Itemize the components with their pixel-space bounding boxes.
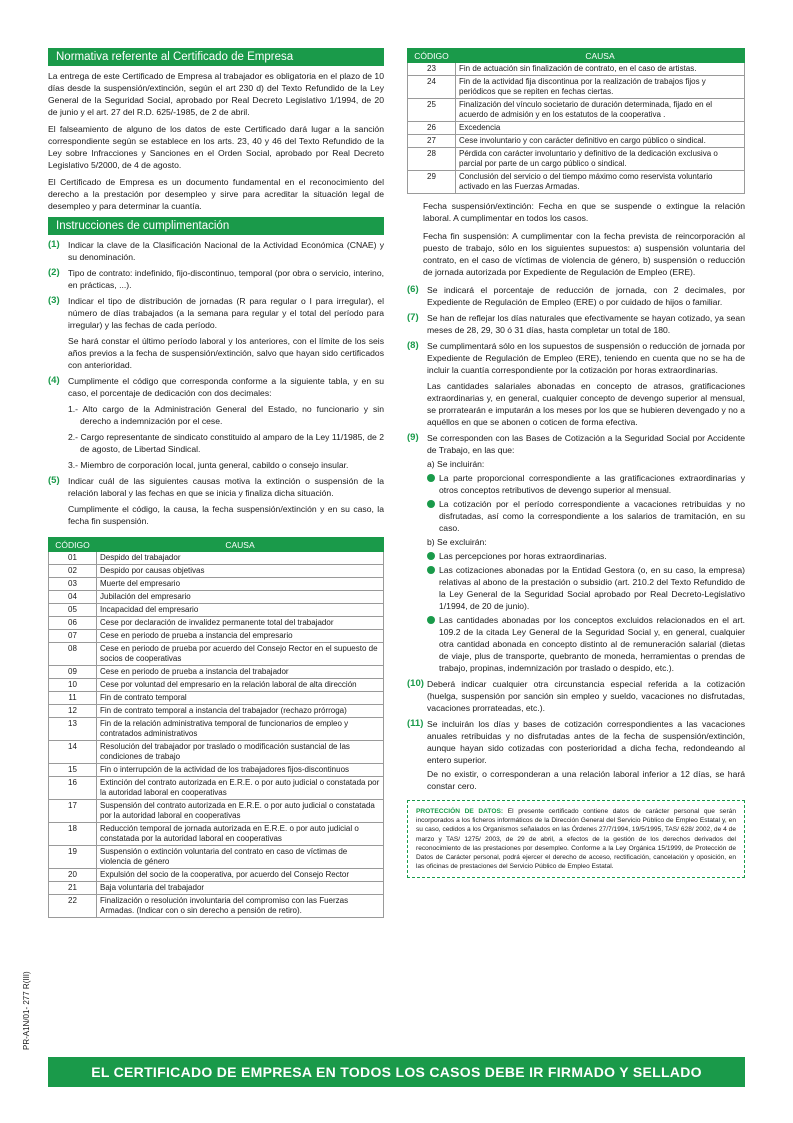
table-row bbox=[408, 148, 745, 171]
cause-description: Suspensión o extinción voluntaria del contrato en caso de víctimas de violencia de género bbox=[97, 846, 384, 869]
list-item bbox=[407, 614, 745, 674]
bullet-icon bbox=[427, 616, 435, 624]
cause-description: Conclusión del servicio o del tiempo máximo como reservista voluntario activado en las Fuerzas Armadas. bbox=[456, 171, 745, 194]
cause-code: 20 bbox=[49, 869, 97, 882]
cause-code: 07 bbox=[49, 630, 97, 643]
table-row bbox=[49, 666, 384, 679]
table-row bbox=[49, 846, 384, 869]
code-header: CÓDIGO bbox=[408, 49, 456, 63]
cause-description: Fin de actuación sin finalización de contrato, en el caso de artistas. bbox=[456, 63, 745, 76]
table-row bbox=[49, 823, 384, 846]
data-protection-text: El presente certificado contiene datos de carácter personal que serán incorporados a los ficheros informáticos de la Dirección General del Servicio Público de Empleo Estatal y, en su caso, cedidos a los Organismos señalados en las Órdenes 27/7/1994, 19/5/1995, TAS/ 628/ 2002, de 4 de marzo y TAS/ 1275/ 2003, de 29 de abril, a efectos de la gestión de los derechos derivados del reconocimiento de las prestaciones por desempleo. Conforme a la Ley Orgánica 15/1999, de Protección de Datos de Carácter personal, podrá ejercer el derecho de acceso, rectificación, cancelación y oposición, en las oficinas de prestaciones del Servicio Público de Empleo Estatal. bbox=[416, 808, 736, 871]
cause-code: 03 bbox=[49, 578, 97, 591]
table-row bbox=[49, 882, 384, 895]
instruction-4-option-1: 1.- Alto cargo de la Administración General del Estado, no funcionario y sin derecho a indemnización por el cese. bbox=[68, 404, 384, 426]
instruction-text: Indicar la clave de la Clasificación Nacional de la Actividad Económica (CNAE) y su denominación. bbox=[68, 240, 384, 262]
instruction-5-extra: Cumplimente el código, la causa, la fecha suspensión/extinción y en su caso, la fecha fin suspensión. bbox=[68, 504, 384, 526]
table-row bbox=[49, 679, 384, 692]
cause-description: Baja voluntaria del trabajador bbox=[97, 882, 384, 895]
cause-description: Expulsión del socio de la cooperativa, por acuerdo del Consejo Rector bbox=[97, 869, 384, 882]
cause-code: 15 bbox=[49, 764, 97, 777]
table-row bbox=[408, 63, 745, 76]
cause-description: Finalización o resolución involuntaria del compromiso con las Fuerzas Armadas. (Indicar con o sin derecho a pensión de retiro). bbox=[97, 895, 384, 918]
footer-banner: EL CERTIFICADO DE EMPRESA EN TODOS LOS CASOS DEBE IR FIRMADO Y SELLADO bbox=[48, 1057, 745, 1087]
instruction-text: Se indicará el porcentaje de reducción de jornada, con 2 decimales, por Expediente de Regulación de Empleo (ERE) o por cuidado de hijos o familiar. bbox=[427, 285, 745, 307]
cause-description: Cese involuntario y con carácter definitivo en cargo público o sindical. bbox=[456, 135, 745, 148]
code-header: CÓDIGO bbox=[49, 538, 97, 552]
normativa-paragraph-3: El Certificado de Empresa es un documento fundamental en el reconocimiento del derecho a la prestación por desempleo y sirve para acreditar la situación legal de desempleo y para determinar la cuantía. bbox=[48, 177, 384, 211]
cause-code: 28 bbox=[408, 148, 456, 171]
cause-code: 12 bbox=[49, 705, 97, 718]
cause-description: Cese en periodo de prueba por acuerdo del Consejo Rector en el supuesto de socios de cooperativas bbox=[97, 643, 384, 666]
cause-description: Despido del trabajador bbox=[97, 552, 384, 565]
cause-code: 24 bbox=[408, 76, 456, 99]
cause-description: Fin de contrato temporal bbox=[97, 692, 384, 705]
table-row bbox=[49, 777, 384, 800]
instruction-4 bbox=[48, 375, 384, 399]
table-row bbox=[408, 122, 745, 135]
table-row bbox=[49, 800, 384, 823]
bullet-text: La cotización por el período correspondiente a vacaciones retribuidas y no disfrutadas, así como la correspondiente a los salarios de tramitación, en su caso. bbox=[439, 499, 745, 533]
instruction-text: Se corresponden con las Bases de Cotización a la Seguridad Social por Accidente de Trabajo, en las que: bbox=[427, 433, 745, 455]
instruction-5 bbox=[48, 475, 384, 499]
cause-code: 27 bbox=[408, 135, 456, 148]
instruction-text: Se incluirán los días y bases de cotización correspondientes a las vacaciones anuales retribuidas y no disfrutadas antes de la fecha de suspensión/extinción, aunque hayan sido cotizadas con posterioridad a dicha fecha, redondeando al entero superior. bbox=[427, 719, 745, 765]
bullet-text: Las cantidades abonadas por los conceptos excluidos relacionados en el art. 109.2 de la citada Ley General de la Seguridad Social y, en general, cualquier otra cantidad abonada en concepto distinto al de remuneración salarial (dietas de viaje, plus de transporte, quebranto de moneda, herramientas o prendas de trabajo, propinas, indemnización por traslado o despido, etc.). bbox=[439, 615, 745, 673]
instruction-number: (7) bbox=[407, 312, 419, 323]
cause-code: 13 bbox=[49, 718, 97, 741]
cause-description: Despido por causas objetivas bbox=[97, 565, 384, 578]
cause-description: Fin o interrupción de la actividad de los trabajadores fijos-discontinuos bbox=[97, 764, 384, 777]
list-item bbox=[407, 472, 745, 496]
cause-description: Fin de la actividad fija discontinua por la realización de trabajos fijos y periódicos que se repiten en fechas ciertas. bbox=[456, 76, 745, 99]
table-header-row bbox=[408, 49, 745, 63]
cause-code: 04 bbox=[49, 591, 97, 604]
table-row bbox=[49, 591, 384, 604]
data-protection-notice bbox=[407, 800, 745, 878]
bullet-text: Las cotizaciones abonadas por la Entidad Gestora (o, en su caso, la empresa) relativas al abono de la prestación o subsidio (art. 210.2 del Texto Refundido de la Ley General de la Seguridad Social aprobado por Real Decreto-Legislativo 1/1994, de 20 de junio). bbox=[439, 565, 745, 611]
cause-code: 16 bbox=[49, 777, 97, 800]
instruction-3-extra: Se hará constar el último período laboral y los anteriores, con el límite de los seis años previos a la fecha de suspensión/extinción, salvo que hayan sido certificados con anterioridad. bbox=[68, 336, 384, 370]
cause-code: 10 bbox=[49, 679, 97, 692]
cause-code: 14 bbox=[49, 741, 97, 764]
bullet-icon bbox=[427, 500, 435, 508]
instruction-4-option-3: 3.- Miembro de corporación local, junta general, cabildo o consejo insular. bbox=[68, 460, 349, 470]
instruction-4-option-2: 2.- Cargo representante de sindicato constituido al amparo de la Ley 11/1985, de 2 de agosto, de Libertad Sindical. bbox=[68, 432, 384, 454]
table-row bbox=[49, 565, 384, 578]
cause-code: 18 bbox=[49, 823, 97, 846]
table-row bbox=[408, 171, 745, 194]
table-row bbox=[49, 895, 384, 918]
instruction-number: (9) bbox=[407, 432, 419, 443]
cause-description: Cese en periodo de prueba a instancia del empresario bbox=[97, 630, 384, 643]
cause-code: 17 bbox=[49, 800, 97, 823]
list-item bbox=[407, 498, 745, 534]
cause-description: Suspensión del contrato autorizada en E.R.E. o por auto judicial o constatada por la autoridad laboral en cooperativas bbox=[97, 800, 384, 823]
instruction-number: (5) bbox=[48, 475, 60, 486]
cause-description: Jubilación del empresario bbox=[97, 591, 384, 604]
table-row bbox=[49, 552, 384, 565]
cause-description: Muerte del empresario bbox=[97, 578, 384, 591]
instruction-text: Cumplimente el código que corresponda conforme a la siguiente tabla, y en su caso, el porcentaje de dedicación con dos decimales: bbox=[68, 376, 384, 398]
fecha-suspension-note: Fecha suspensión/extinción: Fecha en que se suspende o extingue la relación laboral. A cumplimentar en todos los casos. bbox=[423, 201, 745, 223]
cause-code: 23 bbox=[408, 63, 456, 76]
cause-header: CAUSA bbox=[456, 49, 745, 63]
fecha-fin-suspension-note: Fecha fin suspensión: A cumplimentar con la fecha prevista de reincorporación al puesto de trabajo, sólo en los siguientes supuestos: a) suspensión voluntaria del contrato, en el caso de víctimas de violencia de género, b) suspensión o reducción de jornada autorizada por Expediente de Regulación de Empleo (ERE). bbox=[423, 231, 745, 277]
table-row bbox=[49, 643, 384, 666]
cause-description: Fin de la relación administrativa temporal de funcionarios de empleo y contratados administrativos bbox=[97, 718, 384, 741]
instruction-text: Indicar el tipo de distribución de jornadas (R para regular o I para irregular), el número de días trabajados (a la semana para regular y el total del período para irregular) y las fechas de cada período. bbox=[68, 296, 384, 330]
table-row bbox=[49, 604, 384, 617]
instruction-number: (11) bbox=[407, 718, 424, 729]
instruction-8-extra: Las cantidades salariales abonadas en concepto de atrasos, gratificaciones extraordinarias y, en general, cualquier concepto de devengo superior al mensual, se prorratearán e imputarán a los meses por los que se hubieren devengado y no a aquéllos en que se abonen o coticen de forma efectiva. bbox=[427, 381, 745, 427]
cause-description: Cese en periodo de prueba a instancia del trabajador bbox=[97, 666, 384, 679]
table-row bbox=[49, 692, 384, 705]
instruction-number: (1) bbox=[48, 239, 60, 250]
bullet-text: La parte proporcional correspondiente a las gratificaciones extraordinarias y otros conceptos retributivos de devengo superior al mensual. bbox=[439, 473, 745, 495]
table-row bbox=[408, 99, 745, 122]
instruction-text: Indicar cuál de las siguientes causas motiva la extinción o suspensión de la relación laboral y las fechas en que se inicia y finaliza dicha situación. bbox=[68, 476, 384, 498]
table-header-row bbox=[49, 538, 384, 552]
instruction-6 bbox=[407, 284, 745, 308]
causes-table-1-body bbox=[49, 552, 384, 918]
table-row bbox=[408, 76, 745, 99]
instruction-9 bbox=[407, 432, 745, 456]
normativa-heading: Normativa referente al Certificado de Empresa bbox=[48, 48, 384, 66]
cause-code: 06 bbox=[49, 617, 97, 630]
bullet-icon bbox=[427, 552, 435, 560]
instruction-number: (4) bbox=[48, 375, 60, 386]
instruction-number: (2) bbox=[48, 267, 60, 278]
form-reference-text: PR-A1N/01- 277 R(III) bbox=[22, 971, 31, 1050]
cause-code: 26 bbox=[408, 122, 456, 135]
cause-description: Reducción temporal de jornada autorizada en E.R.E. o por auto judicial o constatada por la autoridad laboral en cooperativas bbox=[97, 823, 384, 846]
instruction-11-extra: De no existir, o corresponderan a una relación laboral inferior a 12 días, se hará constar cero. bbox=[427, 769, 745, 791]
table-row bbox=[49, 718, 384, 741]
cause-description: Incapacidad del empresario bbox=[97, 604, 384, 617]
table-row bbox=[49, 617, 384, 630]
instruction-text: Deberá indicar cualquier otra circunstancia especial referida a la cotización (huelga, suspensión por sanción sin empleo y sueldo, vacaciones no disfrutadas, vacaciones prorrateadas, etc.). bbox=[427, 679, 745, 713]
cause-code: 25 bbox=[408, 99, 456, 122]
normativa-paragraph-2: El falseamiento de alguno de los datos de este Certificado dará lugar a la sanción correspondiente según se establece en los arts. 23, 40 y 46 del Texto Refundido de la Ley sobre Infracciones y Sanciones en el Orden Social, aprobado por Real Decreto Legislativo 5/2000, de 4 de agosto. bbox=[48, 124, 384, 170]
table-row bbox=[49, 764, 384, 777]
cause-code: 22 bbox=[49, 895, 97, 918]
cause-code: 09 bbox=[49, 666, 97, 679]
cause-description: Finalización del vínculo societario de duración determinada, fijado en el acuerdo de admisión y en los estatutos de la cooperativa . bbox=[456, 99, 745, 122]
instruction-text: Se han de reflejar los días naturales que efectivamente se hayan cotizado, ya sean meses de 28, 29, 30 ó 31 días, hasta completar un total de 180. bbox=[427, 313, 745, 335]
cause-description: Excedencia bbox=[456, 122, 745, 135]
cause-code: 01 bbox=[49, 552, 97, 565]
table-row bbox=[49, 705, 384, 718]
instruction-9-excluded-label: b) Se excluirán: bbox=[427, 537, 487, 547]
bullet-text: Las percepciones por horas extraordinarias. bbox=[439, 551, 607, 561]
instruction-number: (3) bbox=[48, 295, 60, 306]
instrucciones-heading: Instrucciones de cumplimentación bbox=[48, 217, 384, 235]
cause-description: Extinción del contrato autorizada en E.R.E. o por auto judicial o constatada por la autoridad laboral en cooperativas bbox=[97, 777, 384, 800]
causes-table-2 bbox=[407, 48, 745, 194]
cause-code: 08 bbox=[49, 643, 97, 666]
cause-description: Fin de contrato temporal a instancia del trabajador (rechazo prórroga) bbox=[97, 705, 384, 718]
instruction-1 bbox=[48, 239, 384, 263]
bullet-icon bbox=[427, 474, 435, 482]
instruction-3 bbox=[48, 295, 384, 331]
cause-code: 11 bbox=[49, 692, 97, 705]
normativa-section bbox=[48, 66, 384, 212]
instruction-number: (6) bbox=[407, 284, 419, 295]
instruction-8 bbox=[407, 340, 745, 376]
list-item bbox=[407, 564, 745, 612]
data-protection-label: PROTECCIÓN DE DATOS: bbox=[416, 808, 504, 815]
cause-description: Pérdida con carácter involuntario y definitivo de la dedicación exclusiva o parcial por parte de un cargo público o sindical. bbox=[456, 148, 745, 171]
cause-code: 05 bbox=[49, 604, 97, 617]
instruction-10 bbox=[407, 678, 745, 714]
cause-description: Resolución del trabajador por traslado o modificación sustancial de las condiciones de trabajo bbox=[97, 741, 384, 764]
instruction-text: Tipo de contrato: indefinido, fijo-discontinuo, temporal (por obra o servicio, interino, en prácticas, ...). bbox=[68, 268, 384, 290]
bullet-icon bbox=[427, 566, 435, 574]
right-column bbox=[407, 48, 745, 878]
instruction-number: (8) bbox=[407, 340, 419, 351]
form-reference bbox=[22, 930, 36, 1050]
cause-description: Cese por declaración de invalidez permanente total del trabajador bbox=[97, 617, 384, 630]
cause-code: 02 bbox=[49, 565, 97, 578]
cause-code: 21 bbox=[49, 882, 97, 895]
list-item bbox=[407, 550, 745, 562]
instruction-2 bbox=[48, 267, 384, 291]
table-row bbox=[49, 869, 384, 882]
cause-description: Cese por voluntad del empresario en la relación laboral de alta dirección bbox=[97, 679, 384, 692]
instruction-11 bbox=[407, 718, 745, 766]
instruction-number: (10) bbox=[407, 678, 424, 689]
table-row bbox=[49, 578, 384, 591]
instruction-text: Se cumplimentará sólo en los supuestos de suspensión o reducción de jornada por Expediente de Regulación de Empleo (ERE), teniendo en cuenta que no se ha de incluir la cuantía correspondiente por la cotización por horas extraordinarias. bbox=[427, 341, 745, 375]
normativa-paragraph-1: La entrega de este Certificado de Empresa al trabajador es obligatoria en el plazo de 10 días desde la suspensión/extinción, según el art 230 d) del Texto Refundido de la Ley General de la Seguridad Social, aprobado por Real Decreto Legislativo 1/1994, de 20 de junio y el art. 27 del R.D. 625/-1985, de 2 de abril. bbox=[48, 71, 384, 117]
table-row bbox=[49, 741, 384, 764]
causes-table-1 bbox=[48, 537, 384, 918]
table-row bbox=[49, 630, 384, 643]
left-column bbox=[48, 48, 384, 918]
cause-header: CAUSA bbox=[97, 538, 384, 552]
instruction-7 bbox=[407, 312, 745, 336]
table-row bbox=[408, 135, 745, 148]
cause-code: 29 bbox=[408, 171, 456, 194]
instruction-9-included-label: a) Se incluirán: bbox=[427, 459, 485, 469]
causes-table-2-body bbox=[408, 63, 745, 194]
cause-code: 19 bbox=[49, 846, 97, 869]
